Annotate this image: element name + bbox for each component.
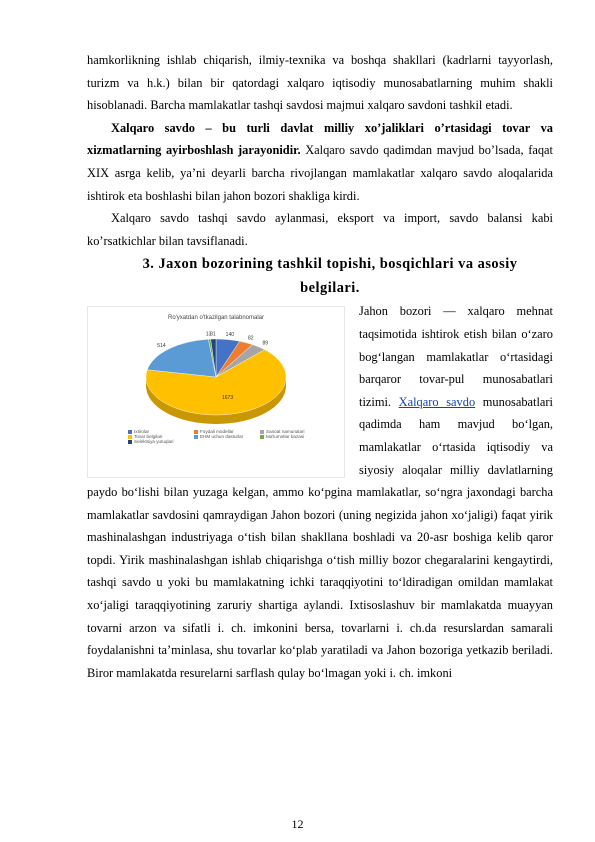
legend-item: Tovar belgilari	[128, 434, 194, 439]
data-label: 82	[248, 335, 254, 342]
data-label: 1673	[222, 395, 234, 402]
data-label: 31	[210, 331, 216, 338]
legend-swatch	[260, 435, 264, 439]
legend-item: Foydali modellar	[194, 429, 260, 434]
chart-title: Ro'yxatdan o'tkazilgan talabnomalar	[167, 315, 265, 322]
paragraph-1: hamkorlikning ishlab chiqarish, ilmiy-texnika va boshqa shakllari (kadrlarni tayyorlash, turizm va h.k.) bilan bir qatordagi xalqaro iqtisodiy munosabatlarning muhim shakli hisoblanadi. Barcha mamlakatlar tashqi savdosi majmui xalqaro savdoni tashkil etadi.	[87, 53, 553, 113]
legend-item: Ixtirolar	[128, 429, 194, 434]
heading-line-1: 3. Jaxon bozorining tashkil topishi, bosqichlari va asosiy	[142, 256, 518, 273]
legend-swatch	[128, 440, 132, 444]
page-number: 12	[291, 817, 304, 831]
data-label: 13	[205, 331, 212, 338]
paragraph-4-a: Jahon bozori — xalqaro mehnat taqsimotida ishtirok etish bilan oʻzaro bogʻlangan mamlakatlar oʻrtasidagi barqaror tovar-pul munosabatlari tizimi.	[359, 304, 553, 409]
legend-item: Sanoat namunalari	[260, 429, 326, 434]
definition-bold: Xalqaro savdo – bu turli davlat milliy xo’jaliklari o’rtasidagi tovar va xizmatlarning ayirboshlash jarayonidir.	[87, 120, 553, 158]
chart-legend	[128, 429, 338, 444]
data-label: 514	[157, 343, 166, 350]
heading-line-2: belgilari.	[300, 280, 360, 297]
paragraph-4-b: munosabatlari qadimda ham mavjud boʻlgan, mamlakatlar oʻrtasida iqtisodiy va siyosiy aloqalar milliy davlatlarning paydo boʻlishi bilan yuzaga kelgan, ammo koʻpgina mamlakatlar, soʻngra jaxondagi barcha mamlakatlar savdosini qamraydigan Jahon bozori (uning negizida jahon xoʻjaligi) faqat yirik mashinalashgan industriyaga oʻtish bilan shakllana boshladi va 20-asr boshiga kelib qaror topdi. Yirik mashinalashgan ishlab chiqarishga oʻtish milliy bozor chegaralarini kengaytirdi, tashqi savdo u yoki bu mamlakatning ichki taraqqiyotini toʻldiradigan omildan mamlakat xoʻjaligi taraqqiyotining zaruriy shartiga aylandi. Ixtisoslashuv bir mamlakatda muayyan tovarni arzon va sifatli i. ch. imkonini bersa, tovarlarni i. ch.da resurslardan samarali foydalanishni taʼminlasa, shu tovarlar koʻplab yaratiladi va Jahon bozoriga yetkazib beriladi. Biror mamlakatda resurelarni sarflash qulay boʻlmagan yoki i. ch. imkoni	[87, 394, 553, 680]
pie-chart	[88, 307, 344, 477]
data-label: 140	[225, 332, 235, 339]
section-heading	[87, 252, 553, 300]
data-label: 89	[262, 340, 269, 347]
xalqaro-savdo-link[interactable]: Xalqaro savdo	[398, 394, 476, 409]
legend-item: Ma'lumotlar bazasi	[260, 434, 326, 439]
legend-swatch	[194, 435, 198, 439]
paragraph-2-rest: Xalqaro savdo qadimdan mavjud bo’lsada, faqat XIX asrga kelib, ya’ni deyarli barcha rivojlangan mamlakatlar xalqaro savdo aloqalarida ishtirok eta boshlashi bilan jahon bozori shakliga kirdi.	[87, 143, 553, 203]
document-page	[87, 49, 553, 684]
paragraph-3: Xalqaro savdo tashqi savdo aylanmasi, eksport va import, savdo balansi kabi ko’rsatkichlar bilan tavsiflanadi.	[87, 211, 553, 248]
pie-chart-figure	[87, 306, 345, 478]
paragraph-2	[87, 117, 553, 207]
legend-item: EHM uchun dasturlar	[194, 434, 260, 439]
legend-item: Selektsiya yutuqlari	[128, 439, 194, 444]
chart-with-text	[87, 300, 553, 684]
